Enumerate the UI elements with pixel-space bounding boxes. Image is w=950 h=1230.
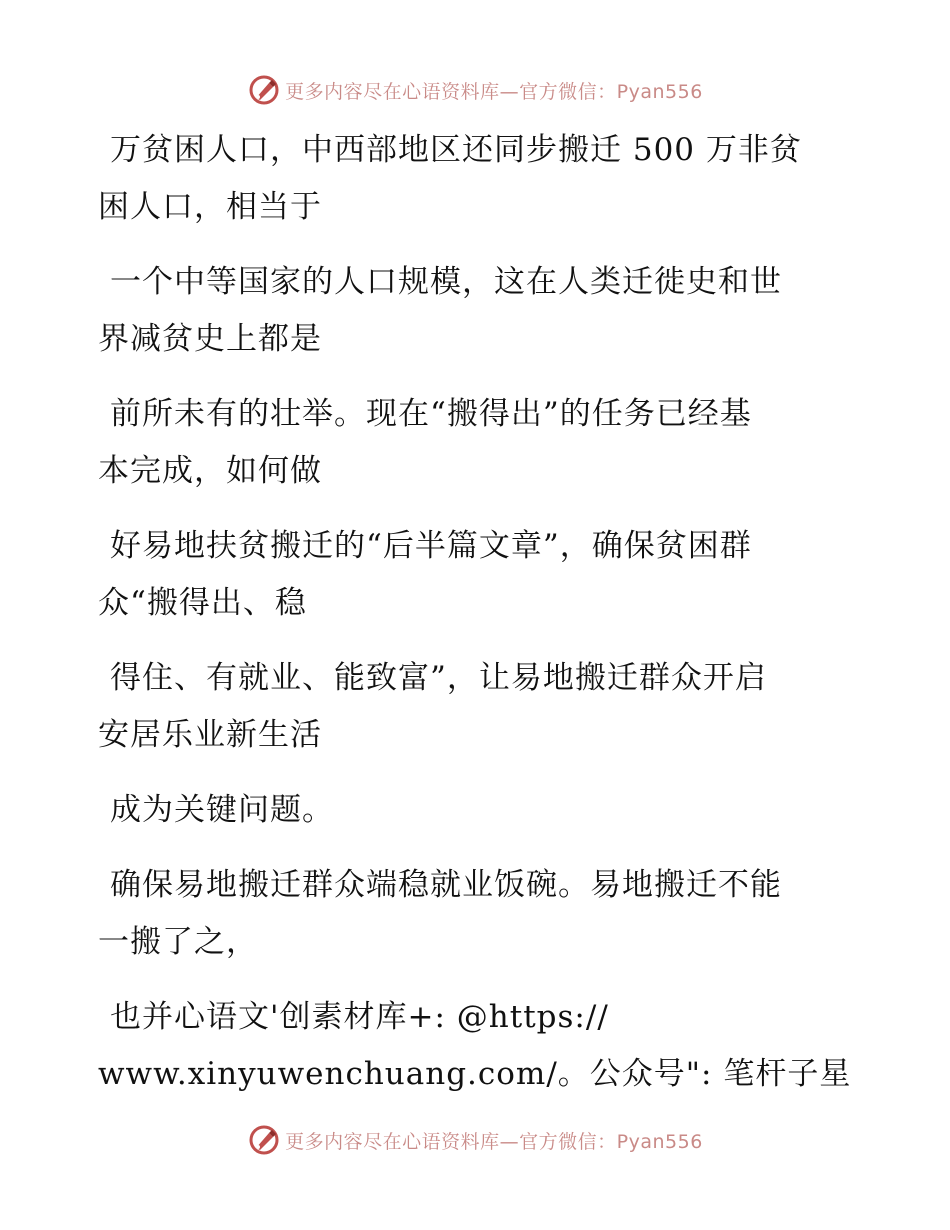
paragraph-8 xyxy=(98,989,858,1103)
paragraph-2-line-2: 界减贫史上都是 xyxy=(98,321,322,357)
paragraph-1 xyxy=(98,122,858,236)
paragraph-3 xyxy=(98,386,858,500)
paragraph-5-line-2: 安居乐业新生活 xyxy=(98,717,322,753)
header-banner xyxy=(0,70,950,110)
document-body xyxy=(98,122,858,1111)
pen-logo-icon xyxy=(247,1123,281,1157)
footer-banner-text: 更多内容尽在心语资料库—官方微信：Pyan556 xyxy=(285,1130,703,1153)
paragraph-2 xyxy=(98,254,858,368)
paragraph-1-line-2: 困人口，相当于 xyxy=(98,189,322,225)
paragraph-3-line-1: 前所未有的壮举。现在“搬得出”的任务已经基 xyxy=(110,396,752,432)
paragraph-8-line-1: 也并心语文'创素材库+: @https:// xyxy=(110,999,609,1035)
paragraph-8-line-2: www.xinyuwenchuang.com/。公众号": 笔杆子星 xyxy=(98,1056,852,1092)
paragraph-3-line-2: 本完成，如何做 xyxy=(98,453,322,489)
pen-logo-icon xyxy=(247,73,281,107)
paragraph-1-line-1: 万贫困人口，中西部地区还同步搬迁 500 万非贫 xyxy=(110,132,802,168)
paragraph-6-line-1: 成为关键问题。 xyxy=(110,792,334,828)
paragraph-4-line-2: 众“搬得出、稳 xyxy=(98,585,307,621)
paragraph-5 xyxy=(98,650,858,764)
paragraph-4 xyxy=(98,518,858,632)
paragraph-5-line-1: 得住、有就业、能致富”，让易地搬迁群众开启 xyxy=(110,660,767,696)
paragraph-4-line-1: 好易地扶贫搬迁的“后半篇文章”，确保贫困群 xyxy=(110,528,752,564)
header-banner-text: 更多内容尽在心语资料库—官方微信：Pyan556 xyxy=(285,80,703,103)
paragraph-7 xyxy=(98,857,858,971)
paragraph-2-line-1: 一个中等国家的人口规模，这在人类迁徙史和世 xyxy=(110,264,782,300)
paragraph-7-line-2: 一搬了之， xyxy=(98,924,258,960)
paragraph-7-line-1: 确保易地搬迁群众端稳就业饭碗。易地搬迁不能 xyxy=(110,867,782,903)
footer-banner xyxy=(0,1120,950,1160)
paragraph-6 xyxy=(98,782,858,839)
